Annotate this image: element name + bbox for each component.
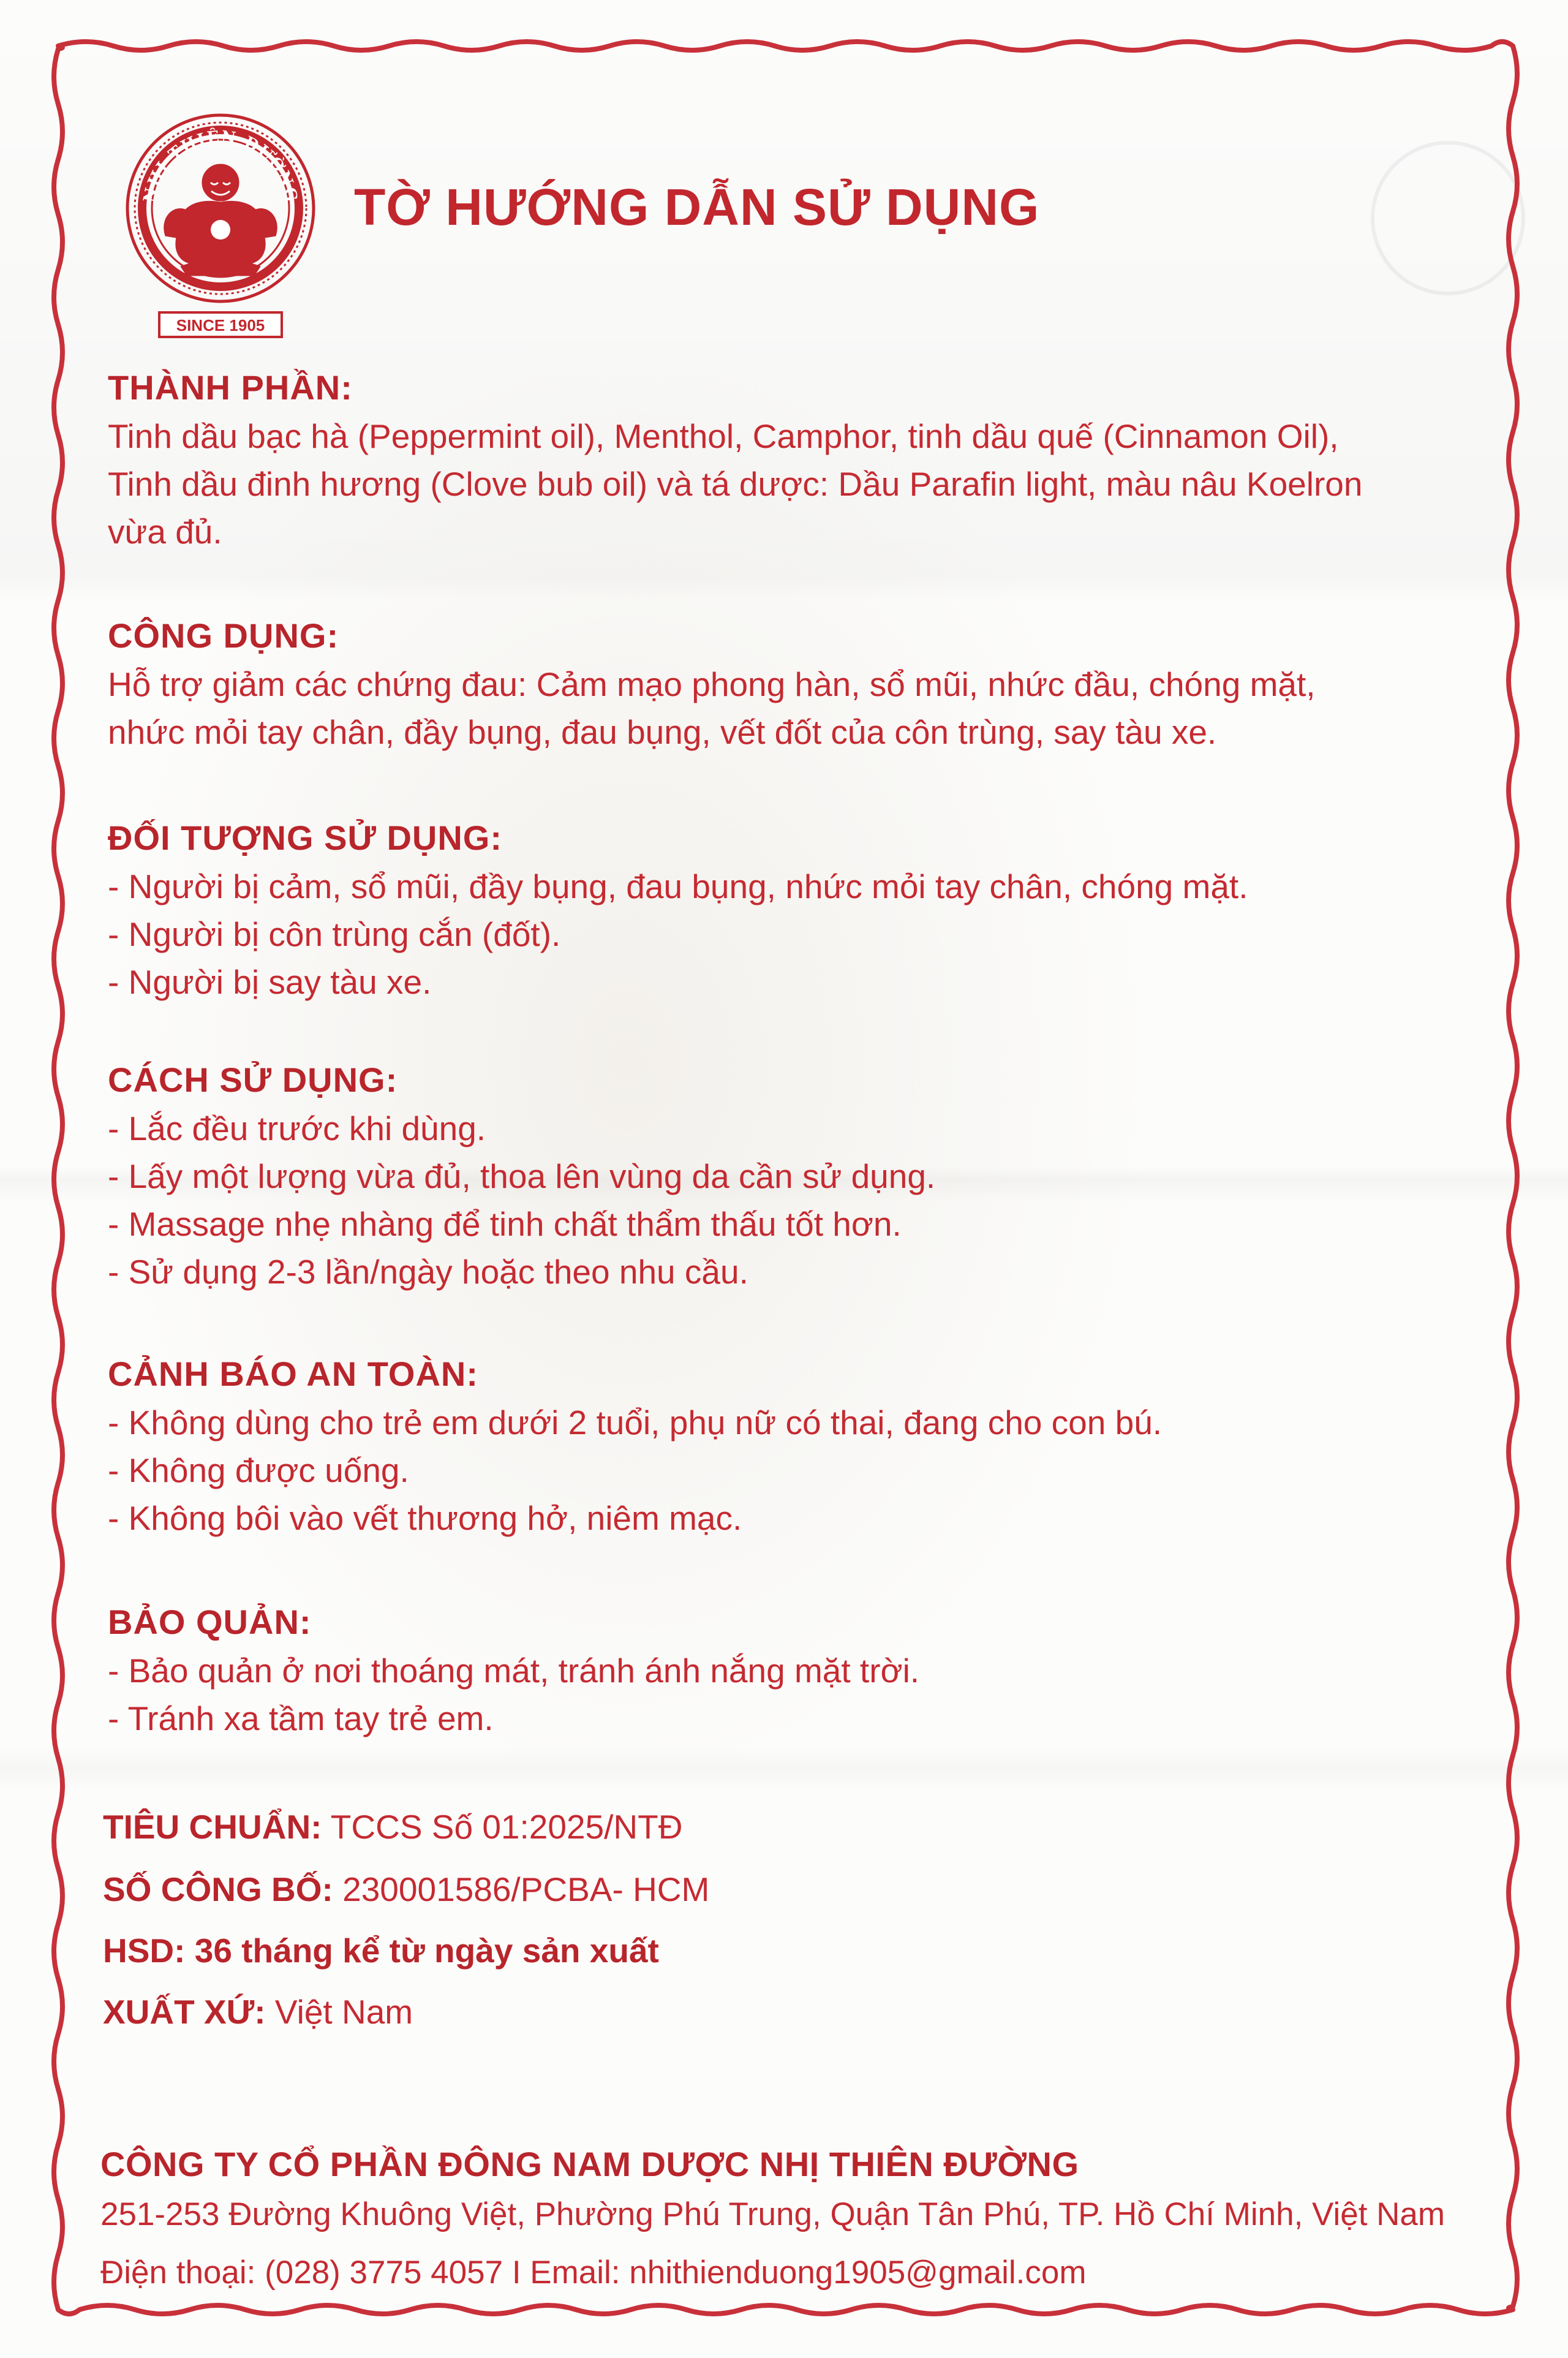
- section-line: Hỗ trợ giảm các chứng đau: Cảm mạo phong hàn, sổ mũi, nhức đầu, chóng mặt,: [108, 665, 1316, 703]
- spec-value: 36 tháng kể từ ngày sản xuất: [194, 1932, 659, 1970]
- spec-label: TIÊU CHUẨN:: [103, 1808, 322, 1846]
- section-line: Tinh dầu đinh hương (Clove bub oil) và tá dược: Dầu Parafin light, màu nâu Koelron: [108, 465, 1363, 503]
- spec-value: 230001586/PCBA- HCM: [342, 1870, 710, 1908]
- section-ingredients: [108, 368, 1362, 556]
- brand-logo-seal: [116, 110, 325, 343]
- section-line: - Không dùng cho trẻ em dưới 2 tuổi, phụ nữ có thai, đang cho con bú.: [108, 1404, 1163, 1442]
- section-line: - Không được uống.: [108, 1451, 409, 1489]
- section-line: - Không bôi vào vết thương hở, niêm mạc.: [108, 1499, 742, 1537]
- section-line: - Người bị cảm, sổ mũi, đầy bụng, đau bụng, nhức mỏi tay chân, chóng mặt.: [108, 867, 1248, 905]
- section-line: - Lấy một lượng vừa đủ, thoa lên vùng da cần sử dụng.: [108, 1157, 936, 1195]
- company-name: CÔNG TY CỔ PHẦN ĐÔNG NAM DƯỢC NHỊ THIÊN ĐƯỜNG: [100, 2145, 1079, 2183]
- page-title: TỜ HƯỚNG DẪN SỬ DỤNG: [354, 178, 1040, 236]
- section-line: nhức mỏi tay chân, đầy bụng, đau bụng, vết đốt của côn trùng, say tàu xe.: [108, 713, 1217, 751]
- section-line: - Tránh xa tầm tay trẻ em.: [108, 1699, 494, 1737]
- section-uses: [108, 616, 1316, 756]
- section-line: - Massage nhẹ nhàng để tinh chất thẩm thấu tốt hơn.: [108, 1205, 902, 1243]
- section-heading: BẢO QUẢN:: [108, 1603, 312, 1641]
- company-address: 251-253 Đường Khuông Việt, Phường Phú Trung, Quận Tân Phú, TP. Hồ Chí Minh, Việt Nam: [100, 2196, 1446, 2232]
- spec-registration-number: [103, 1870, 709, 1909]
- spec-expiry: [103, 1931, 659, 1970]
- spec-value: TCCS Số 01:2025/NTĐ: [330, 1808, 683, 1846]
- section-heading: THÀNH PHẦN:: [108, 368, 353, 407]
- section-directions: [108, 1060, 935, 1296]
- spec-label: SỐ CÔNG BỐ:: [103, 1870, 333, 1908]
- company-contact: Điện thoại: (028) 3775 4057 I Email: nhithienduong1905@gmail.com: [100, 2254, 1087, 2291]
- section-heading: CÁCH SỬ DỤNG:: [108, 1060, 398, 1099]
- section-line: - Bảo quản ở nơi thoáng mát, tránh ánh nắng mặt trời.: [108, 1652, 920, 1690]
- since-badge-text: SINCE 1905: [176, 316, 265, 334]
- section-heading: CẢNH BÁO AN TOÀN:: [108, 1355, 478, 1393]
- logo-arc-text: NHỊ THIÊN ĐƯỜNG: [140, 127, 301, 204]
- spec-standard: [103, 1807, 682, 1846]
- spec-value: Việt Nam: [274, 1993, 413, 2031]
- spec-label: XUẤT XỨ:: [103, 1993, 266, 2031]
- section-heading: ĐỐI TƯỢNG SỬ DỤNG:: [108, 818, 503, 857]
- section-line: - Lắc đều trước khi dùng.: [108, 1109, 486, 1147]
- section-line: vừa đủ.: [108, 513, 222, 551]
- section-line: - Người bị côn trùng cắn (đốt).: [108, 915, 561, 953]
- section-line: - Người bị say tàu xe.: [108, 963, 432, 1001]
- company-info: [100, 2144, 1445, 2300]
- section-safety-warning: [108, 1354, 1162, 1542]
- section-heading: CÔNG DỤNG:: [108, 616, 339, 655]
- section-target-users: [108, 818, 1248, 1006]
- spec-origin: [103, 1992, 413, 2031]
- section-storage: [108, 1602, 919, 1742]
- section-line: Tinh dầu bạc hà (Peppermint oil), Menthol, Camphor, tinh dầu quế (Cinnamon Oil),: [108, 417, 1339, 455]
- spec-label: HSD:: [103, 1932, 186, 1970]
- section-line: - Sử dụng 2-3 lần/ngày hoặc theo nhu cầu.: [108, 1253, 748, 1291]
